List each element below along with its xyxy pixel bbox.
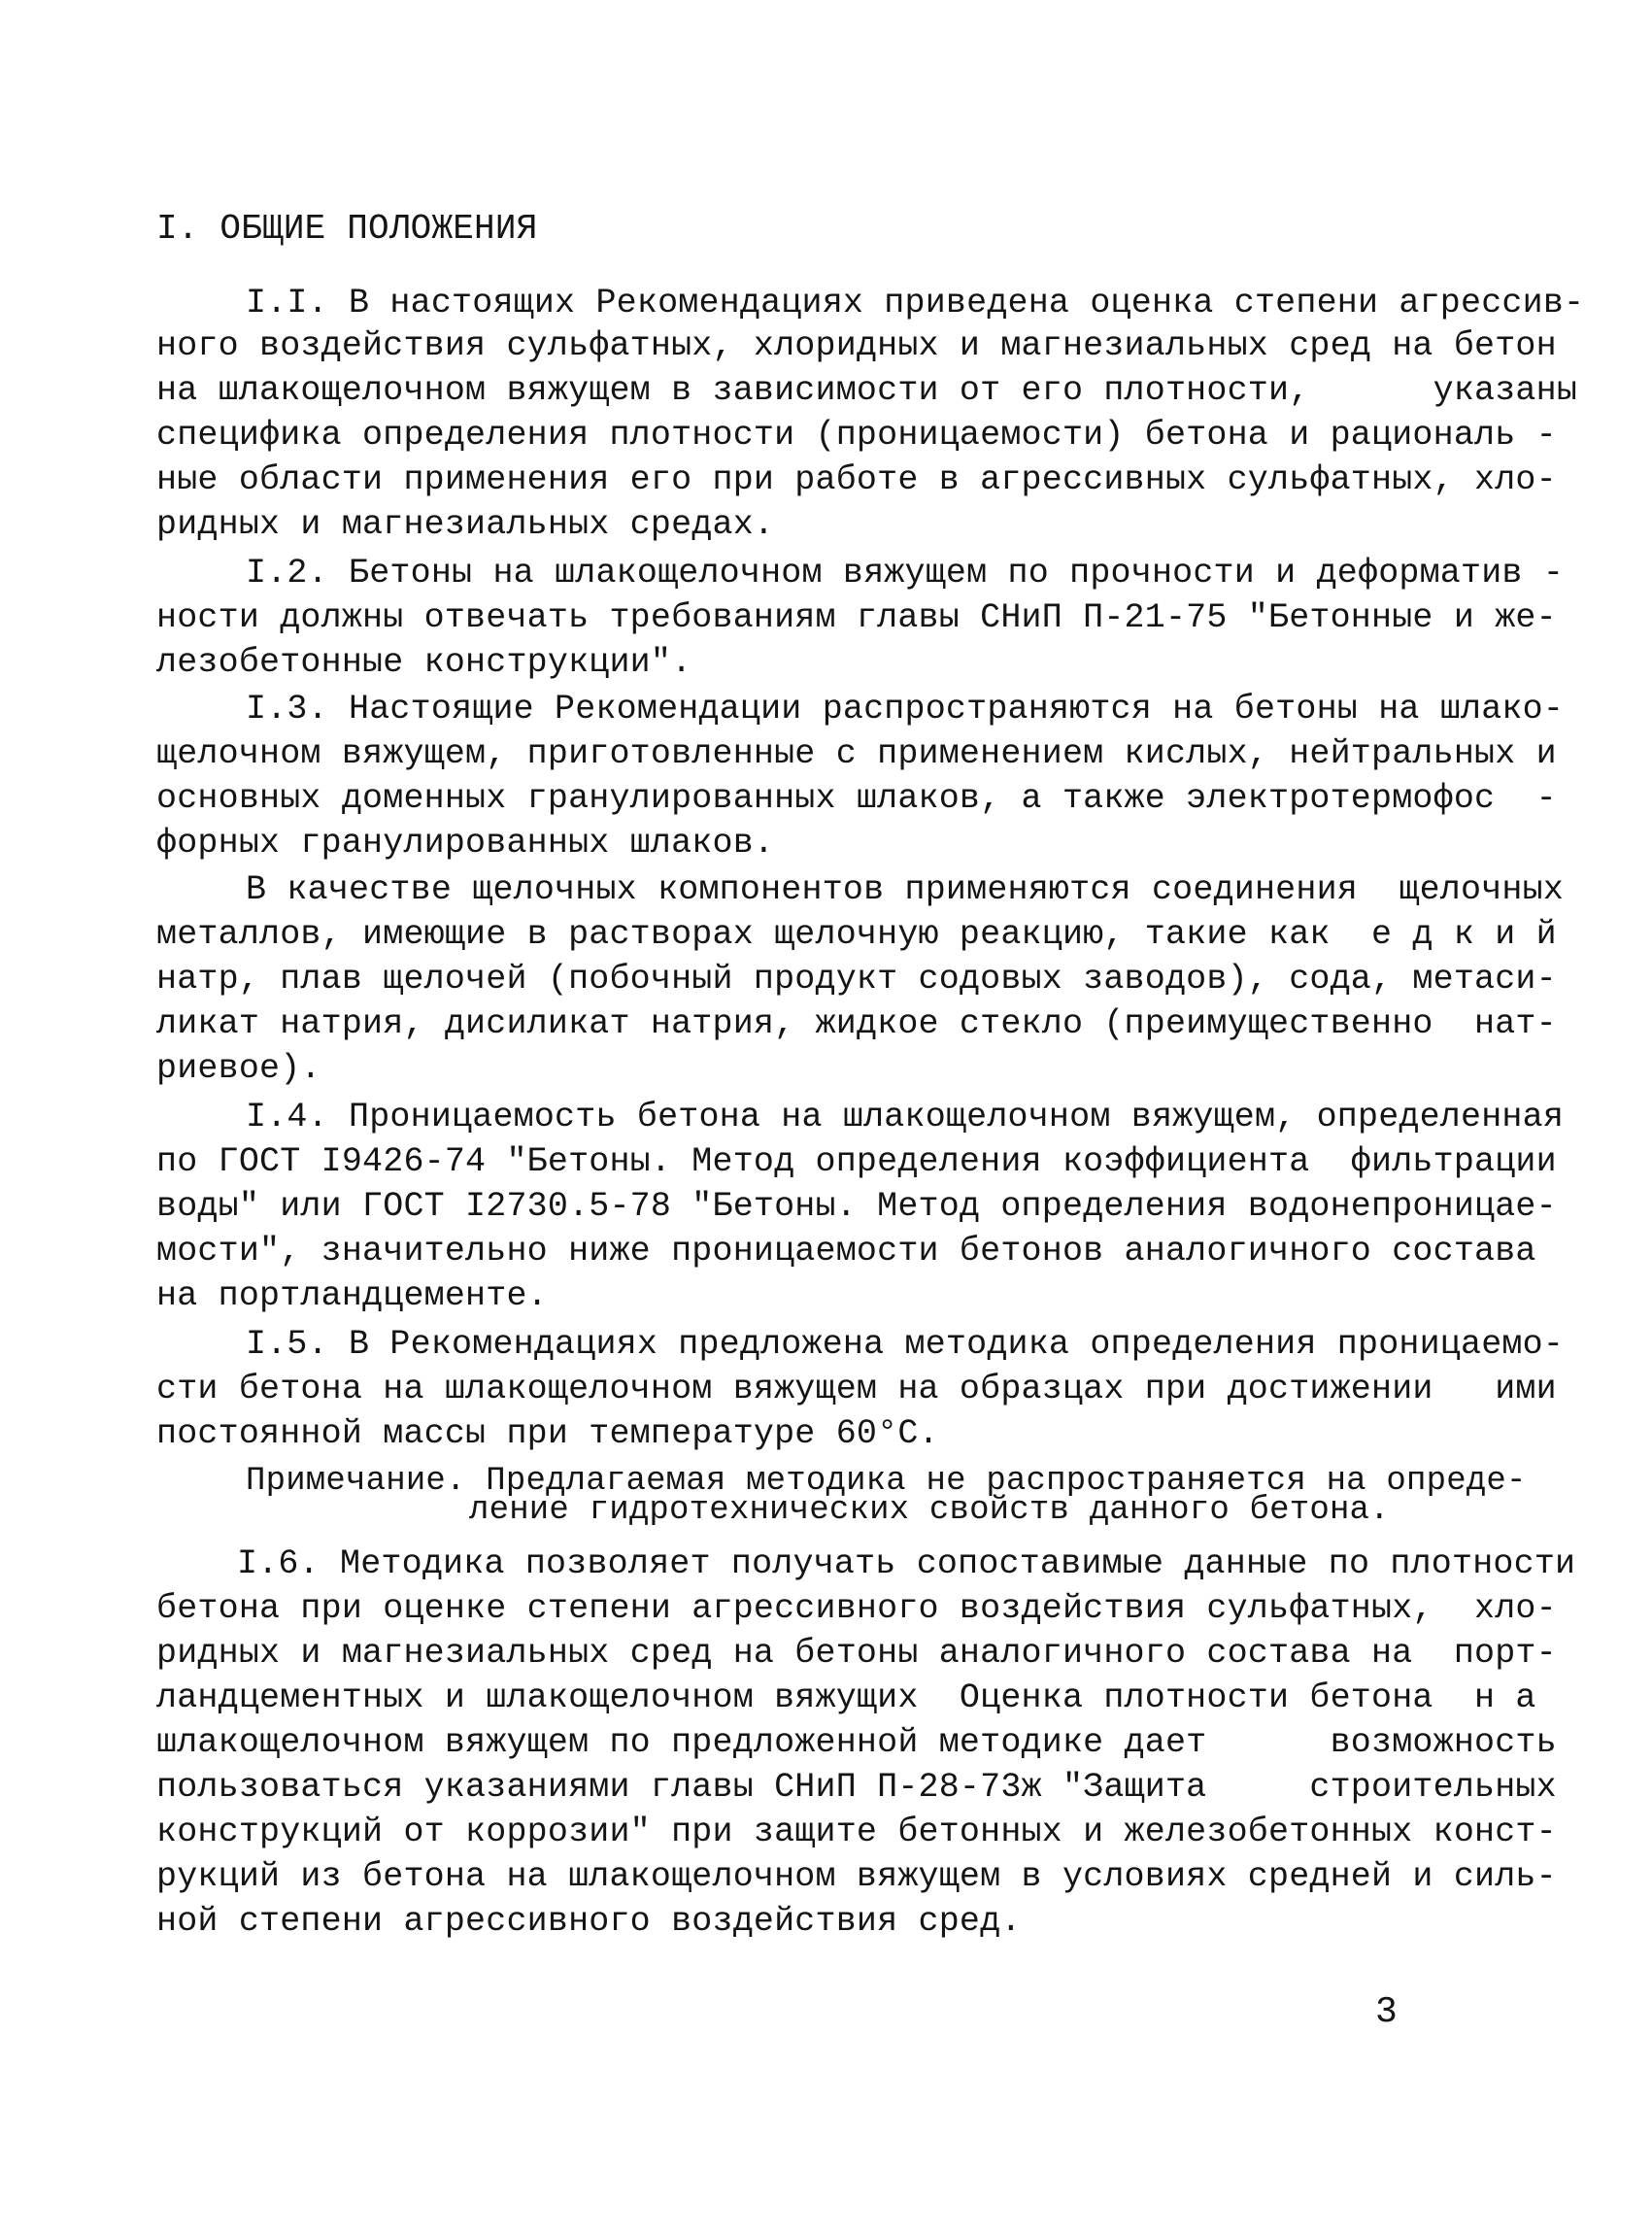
text-line: ной степени агрессивного воздействия сред.	[156, 1902, 1022, 1941]
text-line: ности должны отвечать требованиям главы СНиП П-21-75 "Бетонные и же-	[156, 598, 1557, 637]
text-line: воды" или ГОСТ I2730.5-78 "Бетоны. Метод определения водонепроницае-	[156, 1187, 1557, 1226]
text-line: по ГОСТ I9426-74 "Бетоны. Метод определения коэффициента фильтрации	[156, 1142, 1557, 1181]
text-line: I.5. В Рекомендациях предложена методика определения проницаемо-	[246, 1325, 1565, 1364]
text-line: натр, плав щелочей (побочный продукт содовых заводов), сода, метаси-	[156, 960, 1557, 999]
text-line: пользоваться указаниями главы СНиП П-28-73ж "Защита строительных	[156, 1768, 1557, 1807]
text-line: щелочном вяжущем, приготовленные с применением кислых, нейтральных и	[156, 734, 1557, 773]
text-line: ридных и магнезиальных средах.	[156, 505, 775, 544]
text-line: специфика определения плотности (проницаемости) бетона и рациональ -	[156, 416, 1557, 455]
text-line: конструкций от коррозии" при защите бетонных и железобетонных конст-	[156, 1813, 1557, 1851]
text-line: основных доменных гранулированных шлаков, а также электротермофос -	[156, 779, 1557, 818]
text-line: мости", значительно ниже проницаемости бетонов аналогичного состава	[156, 1232, 1536, 1271]
text-line: I.4. Проницаемость бетона на шлакощелочном вяжущем, определенная	[246, 1098, 1565, 1136]
text-line: на портландцементе.	[156, 1276, 548, 1315]
text-line: бетона при оценке степени агрессивного воздействия сульфатных, хло-	[156, 1589, 1557, 1628]
text-line: I.I. В настоящих Рекомендациях приведена оценка степени агрессив-	[246, 284, 1585, 322]
text-line: ные области применения его при работе в агрессивных сульфатных, хло-	[156, 460, 1557, 499]
text-line: рукций из бетона на шлакощелочном вяжущем в условиях средней и силь-	[156, 1857, 1557, 1896]
note-line: ление гидротехнических свойств данного бетона.	[469, 1492, 1390, 1529]
text-line: форных гранулированных шлаков.	[156, 824, 775, 863]
text-line: сти бетона на шлакощелочном вяжущем на образцах при достижении ими	[156, 1370, 1557, 1408]
page-number: 3	[1375, 1991, 1398, 2033]
text-line: I.3. Настоящие Рекомендации распространяются на бетоны на шлако-	[246, 690, 1565, 729]
text-line: I.6. Методика позволяет получать сопоставимые данные по плотности	[237, 1544, 1576, 1583]
text-line: ридных и магнезиальных сред на бетоны аналогичного состава на порт-	[156, 1634, 1557, 1673]
text-line: шлакощелочном вяжущем по предложенной методике дает возможность	[156, 1723, 1557, 1762]
section-heading: I. ОБЩИЕ ПОЛОЖЕНИЯ	[156, 209, 538, 249]
note-line: Примечание. Предлагаемая методика не распространяется на опреде-	[246, 1463, 1527, 1500]
text-line: ликат натрия, дисиликат натрия, жидкое стекло (преимущественно нат-	[156, 1004, 1557, 1043]
text-line: ного воздействия сульфатных, хлоридных и магнезиальных сред на бетон	[156, 326, 1557, 365]
text-line: ландцементных и шлакощелочном вяжущих Оценка плотности бетона н а	[156, 1678, 1536, 1717]
text-line: металлов, имеющие в растворах щелочную реакцию, такие как е д к и й	[156, 915, 1557, 954]
text-line: лезобетонные конструкции".	[156, 643, 692, 682]
text-line: риевое).	[156, 1049, 321, 1088]
text-line: В качестве щелочных компонентов применяются соединения щелочных	[246, 870, 1565, 909]
text-line: на шлакощелочном вяжущем в зависимости от его плотности, указаны	[156, 371, 1578, 410]
text-line: постоянной массы при температуре 60°С.	[156, 1414, 939, 1453]
text-line: I.2. Бетоны на шлакощелочном вяжущем по прочности и деформатив -	[246, 554, 1565, 593]
